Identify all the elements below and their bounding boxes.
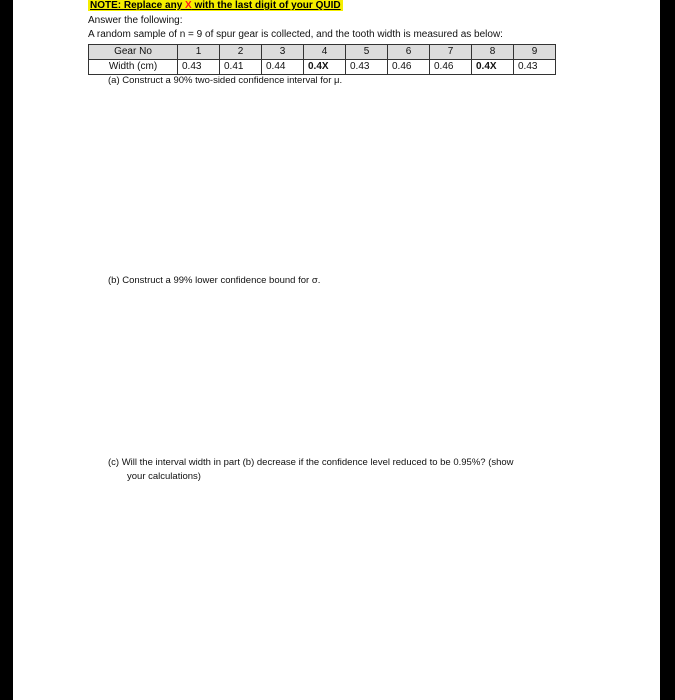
width-value: 0.44 xyxy=(262,60,304,75)
gear-number: 5 xyxy=(346,45,388,60)
width-value: 0.46 xyxy=(430,60,472,75)
gear-number: 6 xyxy=(388,45,430,60)
width-value: 0.43 xyxy=(178,60,220,75)
width-label: Width (cm) xyxy=(89,60,178,75)
intro-text: A random sample of n = 9 of spur gear is collected, and the tooth width is measured as below: xyxy=(88,29,503,40)
gear-number: 8 xyxy=(472,45,514,60)
width-value: 0.4X xyxy=(472,60,514,75)
gear-number: 3 xyxy=(262,45,304,60)
gear-number: 9 xyxy=(514,45,556,60)
question-a: (a) Construct a 90% two-sided confidence interval for μ. xyxy=(108,75,343,86)
gear-number: 7 xyxy=(430,45,472,60)
width-row xyxy=(89,60,556,75)
width-value: 0.4X xyxy=(304,60,346,75)
gear-number: 1 xyxy=(178,45,220,60)
gear-number: 2 xyxy=(220,45,262,60)
note-x-highlight: X xyxy=(185,0,192,11)
document-page xyxy=(13,0,660,700)
question-c-line1: (c) Will the interval width in part (b) decrease if the confidence level reduced to be 0.95%? (show xyxy=(108,457,514,468)
gear-number: 4 xyxy=(304,45,346,60)
note-prefix: NOTE: Replace any xyxy=(90,0,186,11)
instruction-text: Answer the following: xyxy=(88,15,183,26)
gear-no-label: Gear No xyxy=(89,45,178,60)
note-banner xyxy=(88,0,343,11)
width-value: 0.46 xyxy=(388,60,430,75)
gear-number-row xyxy=(89,45,556,60)
width-value: 0.43 xyxy=(514,60,556,75)
width-value: 0.41 xyxy=(220,60,262,75)
question-c-line2: your calculations) xyxy=(127,471,201,482)
gear-width-table xyxy=(88,44,556,75)
note-suffix: with the last digit of your QUID xyxy=(191,0,341,11)
question-b: (b) Construct a 99% lower confidence bound for σ. xyxy=(108,275,321,286)
width-value: 0.43 xyxy=(346,60,388,75)
